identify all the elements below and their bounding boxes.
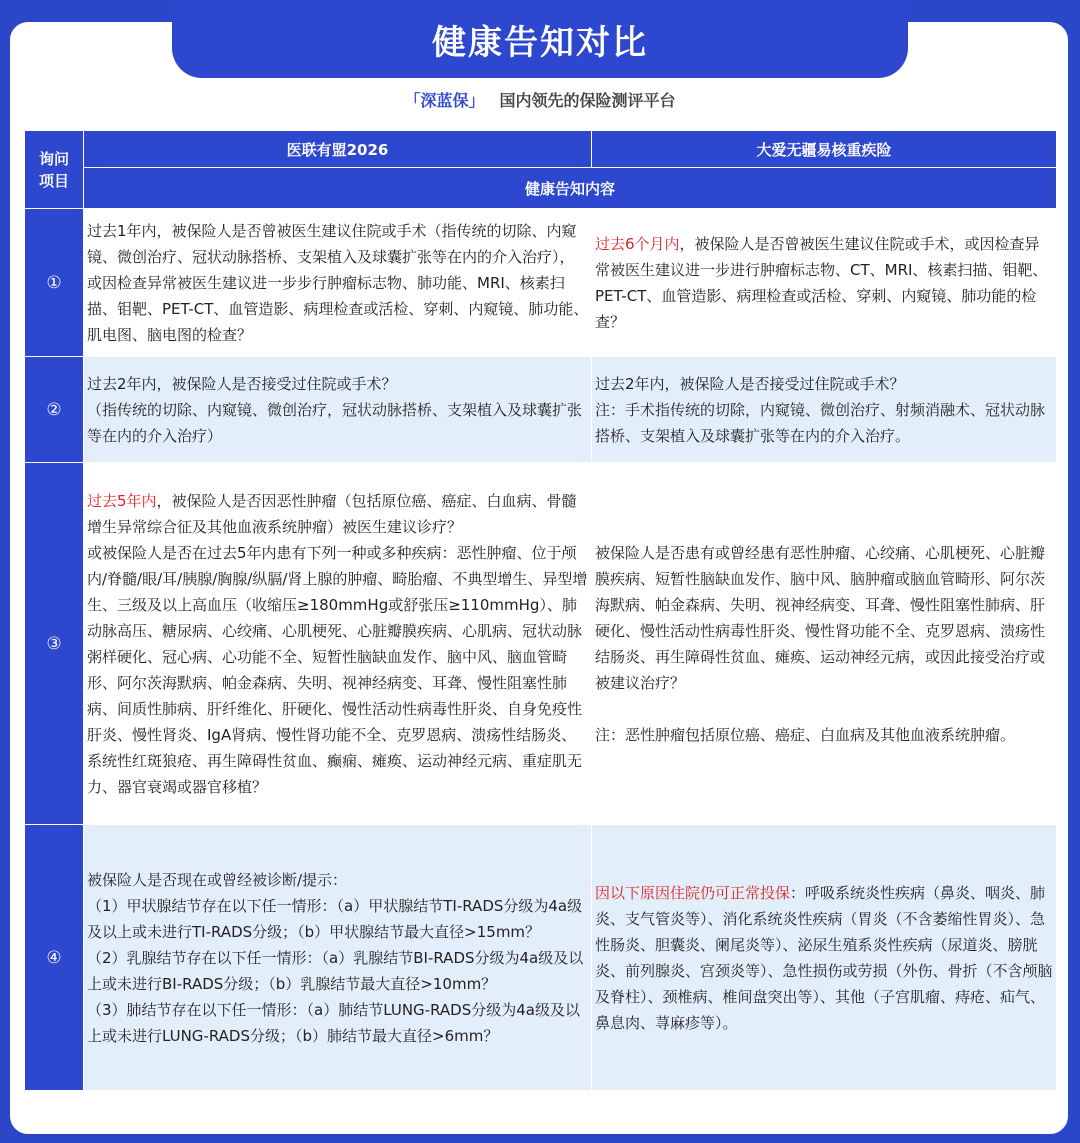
cell-text: （2）乳腺结节存在以下任一情形：（a）乳腺结节BI-RADS分级为4a级及以上或未进行BI-RADS分级；（b）乳腺结节最大直径>10mm？ (87, 948, 584, 993)
product-b-cell (592, 463, 1057, 825)
product-b-header: 大爱无疆易核重疾险 (592, 131, 1057, 168)
cell-text: 过去1年内，被保险人是否曾被医生建议住院或手术（指传统的切除、内窥镜、微创治疗、冠状动脉搭桥、支架植入及球囊扩张等在内的介入治疗），或因检查异常被医生建议进一步步行肿瘤标志物、肺功能、MRI、核素扫描、钼靶、PET-CT、血管造影、病理检查或活检、穿刺、内窥镜、肺功能、肌电图、脑电图的检查？ (87, 221, 589, 344)
cell-text: 注：手术指传统的切除，内窥镜、微创治疗、射频消融术、冠状动脉搭桥、支架植入及球囊扩张等在内的介入治疗。 (595, 400, 1046, 445)
table-row (25, 825, 1057, 1091)
brand-name: 「深蓝保」 (404, 91, 485, 110)
cell-text: 被保险人是否患有或曾经患有恶性肿瘤、心绞痛、心肌梗死、心脏瓣膜疾病、短暂性脑缺血发作、脑中风、脑肿瘤或脑血管畸形、阿尔茨海默病、帕金森病、失明、视神经病变、耳聋、慢性阻塞性肺病、肝硬化、慢性活动性病毒性肝炎、慢性肾功能不全、克罗恩病、溃疡性结肠炎、再生障碍性贫血、瘫痪、运动神经元病，或因此接受治疗或被建议治疗？ (595, 543, 1046, 692)
table-row (25, 357, 1057, 463)
product-b-cell (592, 209, 1057, 357)
highlight-text: 因以下原因住院仍可正常投保 (595, 883, 791, 902)
row-index: ④ (25, 825, 84, 1091)
product-a-cell (84, 825, 592, 1091)
cell-text: （指传统的切除、内窥镜、微创治疗，冠状动脉搭桥、支架植入及球囊扩张等在内的介入治疗） (87, 400, 583, 445)
highlight-text: 过去5年内 (87, 491, 157, 510)
row-index: ② (25, 357, 84, 463)
product-a-header: 医联有盟2026 (84, 131, 592, 168)
cell-text: 或被保险人是否在过去5年内患有下列一种或多种疾病：恶性肿瘤、位于颅内/脊髓/眼/耳/胰腺/胸腺/纵膈/肾上腺的肿瘤、畸胎瘤、不典型增生、异型增生、三级及以上高血压（收缩压≥180mmHg或舒张压≥110mmHg）、肺动脉高压、糖尿病、心绞痛、心肌梗死、心脏瓣膜疾病、心肌病、冠状动脉粥样硬化、冠心病、心功能不全、短暂性脑缺血发作、脑中风、脑血管畸形、阿尔茨海默病、帕金森病、失明、视神经病变、耳聋、慢性阻塞性肺病、间质性肺病、肝纤维化、肝硬化、慢性活动性病毒性肝炎、自身免疫性肝炎、慢性肾炎、IgA肾病、慢性肾功能不全、克罗恩病、溃疡性结肠炎、系统性红斑狼疮、再生障碍性贫血、癫痫、瘫痪、运动神经元病、重症肌无力、器官衰竭或器官移植？ (87, 543, 588, 796)
cell-text: 过去2年内，被保险人是否接受过住院或手术？ (87, 374, 397, 393)
cell-text: （1）甲状腺结节存在以下任一情形：（a）甲状腺结节TI-RADS分级为4a级及以上或未进行TI-RADS分级；（b）甲状腺结节最大直径>15mm？ (87, 896, 583, 941)
cell-text: （3）肺结节存在以下任一情形：（a）肺结节LUNG-RADS分级为4a级及以上或未进行LUNG-RADS分级；（b）肺结节最大直径>6mm？ (87, 1000, 580, 1045)
cell-text: 注：恶性肿瘤包括原位癌、癌症、白血病及其他血液系统肿瘤。 (595, 725, 1016, 744)
cell-text: ：呼吸系统炎性疾病（鼻炎、咽炎、肺炎、支气管炎等）、消化系统炎性疾病（胃炎（不含萎缩性胃炎）、急性肠炎、胆囊炎、阑尾炎等）、泌尿生殖系炎性疾病（尿道炎、膀胱炎、前列腺炎、宫颈炎等）、急性损伤或劳损（外伤、骨折（不含颅脑及脊柱）、颈椎病、椎间盘突出等）、其他（子宫肌瘤、痔疮、疝气、鼻息肉、荨麻疹等）。 (595, 883, 1053, 1032)
cell-text: 过去2年内，被保险人是否接受过住院或手术？ (595, 374, 905, 393)
section-header: 健康告知内容 (84, 168, 1057, 209)
product-a-cell (84, 357, 592, 463)
table-row (25, 463, 1057, 825)
product-a-cell (84, 463, 592, 825)
cell-text: ，被保险人是否因恶性肿瘤（包括原位癌、癌症、白血病、骨髓增生异常综合征及其他血液系统肿瘤）被医生建议诊疗？ (87, 491, 577, 536)
cell-text: ，被保险人是否曾被医生建议住院或手术，或因检查异常被医生建议进一步进行肿瘤标志物、CT、MRI、核素扫描、钼靶、PET-CT、血管造影、病理检查或活检、穿刺、内窥镜、肺功能的检查？ (595, 234, 1048, 331)
highlight-text: 过去6个月内 (595, 234, 680, 253)
page-title: 健康告知对比 (432, 22, 648, 63)
table-row (25, 209, 1057, 357)
title-banner (172, 0, 908, 78)
comparison-table (24, 130, 1057, 1091)
product-b-cell (592, 825, 1057, 1091)
row-index: ① (25, 209, 84, 357)
cell-paragraph (87, 488, 589, 540)
brand-slogan: 国内领先的保险测评平台 (499, 91, 676, 110)
product-b-cell (592, 357, 1057, 463)
corner-label (25, 131, 84, 209)
cell-text: 被保险人是否现在或曾经被诊断/提示： (87, 870, 348, 889)
subtitle (0, 88, 1080, 111)
row-index: ③ (25, 463, 84, 825)
corner-label-text: 询问项目 (38, 149, 69, 190)
product-a-cell (84, 209, 592, 357)
